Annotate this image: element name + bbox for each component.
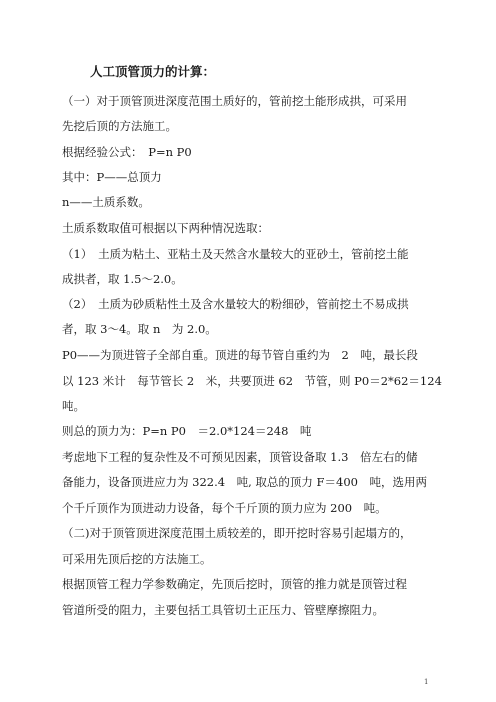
document-title: 人工顶管顶力的计算： [90,64,216,79]
paragraph-line: 考虑地下工程的复杂性及不可预见因素，顶管设备取 1.3 倍左右的储 [62,450,418,464]
paragraph-line: 管道所受的阻力，主要包括工具管切土正压力、管壁摩擦阻力。 [62,603,384,617]
paragraph-line: 其中：P——总顶力 [62,170,162,184]
paragraph-line: 根据经验公式： P=n P0 [62,145,192,159]
paragraph-line: （1） 土质为粘土、亚粘土及天然含水量较大的亚砂土，管前挖土能 [62,247,409,261]
page-number: 1 [424,678,429,686]
paragraph-line: n——土质系数。 [62,195,150,209]
paragraph-line: 以 123 米计 每节管长 2 米，共要顶进 62 节管，则 P0＝2*62＝124 [62,374,442,388]
paragraph-line: 先挖后顶的方法施工。 [62,119,177,133]
paragraph-line: （二)对于顶管顶进深度范围土质较差的，即开挖时容易引起塌方的， [62,526,412,540]
paragraph-line: 备能力，设备顶进应力为 322.4 吨, 取总的顶力 F＝400 吨，选用两 [62,475,427,489]
paragraph-line: （一）对于顶管顶进深度范围土质好的，管前挖土能形成拱，可采用 [62,94,407,108]
paragraph-line: （2） 土质为砂质粘性土及含水量较大的粉细砂，管前挖土不易成拱 [62,297,409,311]
paragraph-line: 则总的顶力为：P=n P0 ＝2.0*124＝248 吨 [62,424,312,438]
paragraph-line: 者，取 3～4。取 n 为 2.0。 [62,322,217,336]
paragraph-line: 可采用先顶后挖的方法施工。 [62,552,212,566]
paragraph-line: 个千斤顶作为顶进动力设备，每个千斤顶的顶力应为 200 吨。 [62,501,387,515]
paragraph-line: 吨。 [62,399,85,413]
paragraph-line: 成拱者，取 1.5～2.0。 [62,272,183,286]
paragraph-line: P0——为顶进管子全部自重。顶进的每节管自重约为 2 吨，最长段 [62,348,418,362]
paragraph-line: 土质系数取值可根据以下两种情况选取： [62,221,269,235]
paragraph-line: 根据顶管工程力学参数确定，先顶后挖时，顶管的推力就是顶管过程 [62,577,407,591]
